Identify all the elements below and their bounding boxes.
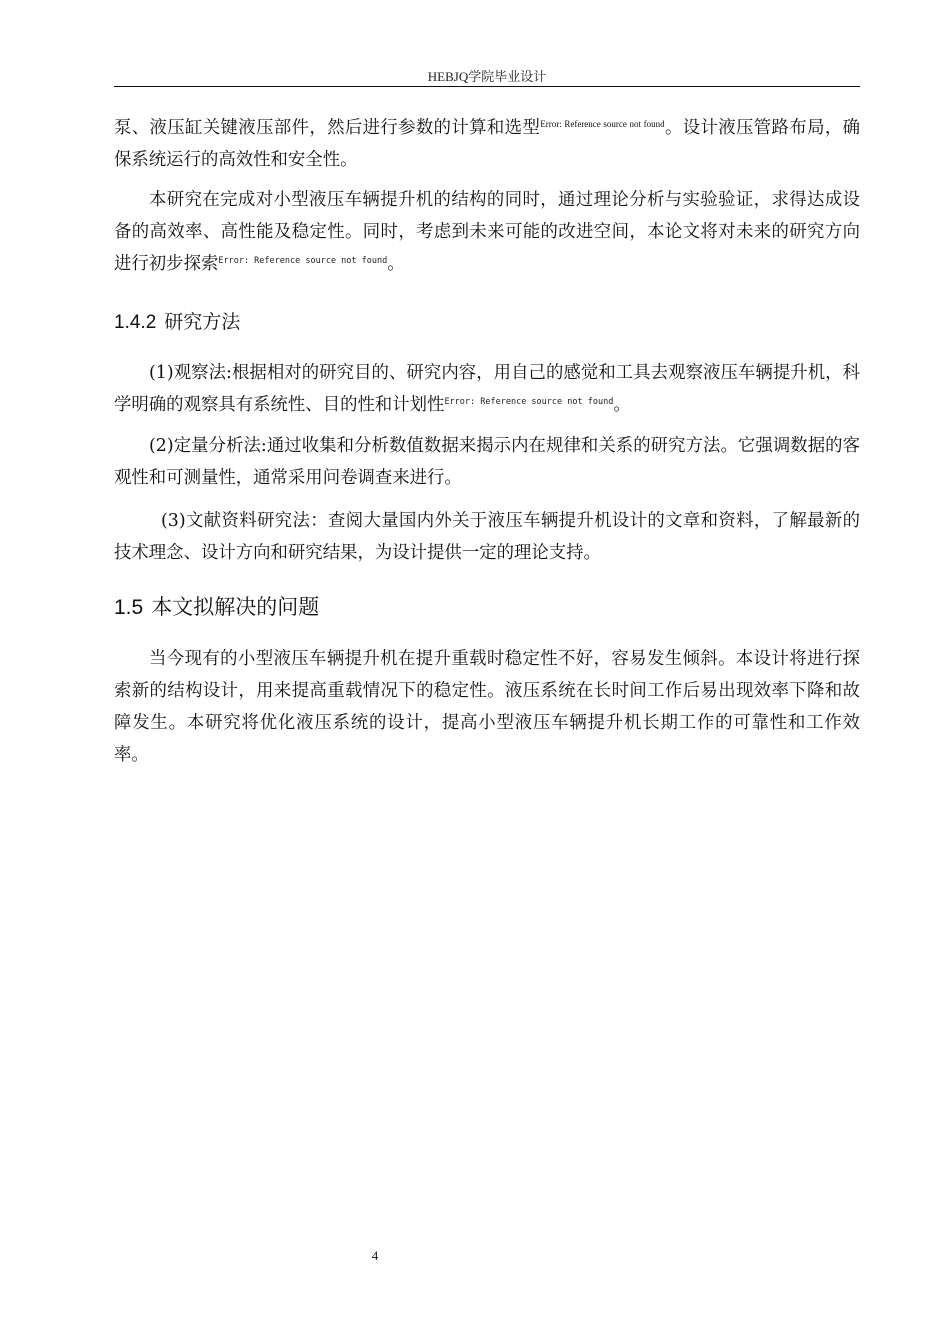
section-heading-1-4-2 [114,307,240,334]
reference-error-2: Error: Reference source not found [218,256,388,266]
page-header: HEBJQ学院毕业设计 [427,69,547,84]
header-rule [114,86,860,87]
section-number: 1.4.2 [114,312,157,333]
reference-error-3: Error: Reference source not found [444,397,614,407]
section-title: 研究方法 [164,311,241,333]
page-number: 4 [371,1248,379,1263]
method-item-2: (2)定量分析法:通过收集和分析数值数据来揭示内在规律和关系的研究方法。它强调数据的客观性和可测量性，通常采用问卷调查来进行。 [114,436,860,488]
paragraph-1-text-end: 。设计液压管路布局，确保系统运行的高效性和安全性。 [114,118,860,170]
paragraph-2-text-end: 。 [387,254,405,274]
method-item-1 [114,357,860,421]
section-heading-1-5 [114,591,319,621]
paragraph-1 [114,112,860,176]
section-number: 1.5 [114,596,144,619]
method-item-1-text: (1)观察法:根据相对的研究目的、研究内容，用自己的感觉和工具去观察液压车辆提升机，科学明确的观察具有系统性、目的性和计划性 [114,363,860,415]
reference-error-1: Error: Reference source not found [540,119,665,129]
section-title: 本文拟解决的问题 [151,595,320,619]
paragraph-1-text: 泵、液压缸关键液压部件，然后进行参数的计算和选型 [114,118,541,138]
method-item-1-text-end: 。 [613,395,631,415]
problem-paragraph: 当今现有的小型液压车辆提升机在提升重载时稳定性不好，容易发生倾斜。本设计将进行探索新的结构设计，用来提高重载情况下的稳定性。液压系统在长时间工作后易出现效率下降和故障发生。本研究将优化液压系统的设计，提高小型液压车辆提升机长期工作的可靠性和工作效率。 [114,649,860,765]
paragraph-2 [114,184,860,280]
method-item-3: (3)文献资料研究法：查阅大量国内外关于液压车辆提升机设计的文章和资料，了解最新的技术理念、设计方向和研究结果，为设计提供一定的理论支持。 [114,511,860,563]
paragraph-2-text: 本研究在完成对小型液压车辆提升机的结构的同时，通过理论分析与实验验证，求得达成设备的高效率、高性能及稳定性。同时，考虑到未来可能的改进空间，本论文将对未来的研究方向进行初步探索 [114,190,860,274]
